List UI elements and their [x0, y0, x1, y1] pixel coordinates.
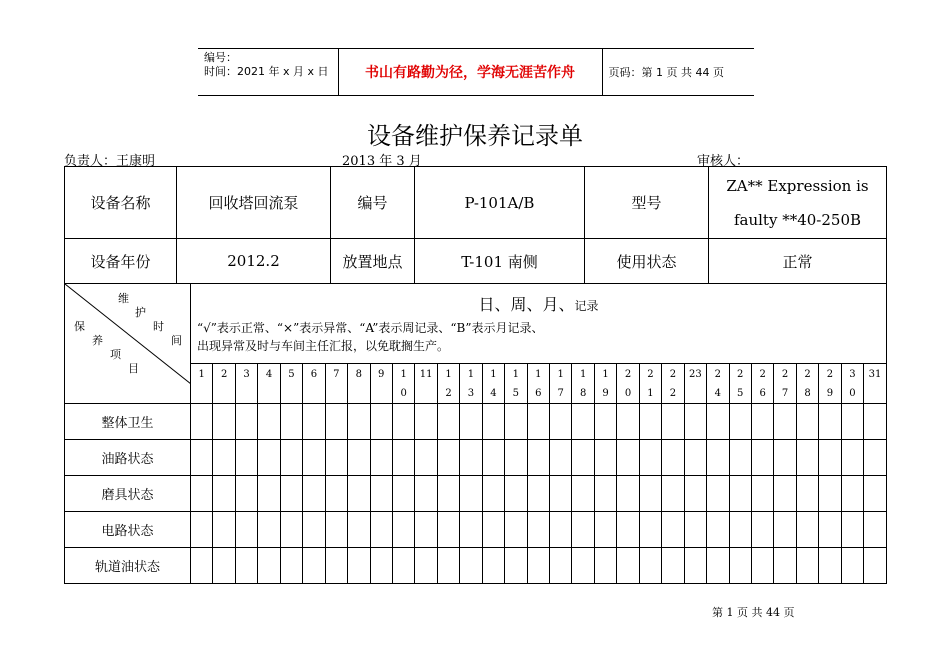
- day-header-digit: 8: [579, 388, 587, 399]
- day-check-cell[interactable]: [729, 440, 751, 476]
- day-check-cell[interactable]: [505, 404, 527, 440]
- day-check-cell[interactable]: [864, 440, 887, 476]
- day-check-cell[interactable]: [662, 404, 684, 440]
- slogan: 书山有路勤为径，学海无涯苦作舟: [338, 49, 602, 96]
- day-check-cell[interactable]: [348, 512, 370, 548]
- day-header-digit: 1: [400, 369, 407, 380]
- day-check-cell[interactable]: [751, 512, 773, 548]
- notes-title: [191, 292, 886, 315]
- maintenance-item-label: 电路状态: [65, 512, 191, 548]
- day-check-cell[interactable]: [617, 548, 639, 584]
- day-check-cell[interactable]: [864, 548, 887, 584]
- day-header: [662, 364, 684, 404]
- equipment-code-value: P-101A/B: [415, 167, 585, 239]
- day-header: [639, 364, 661, 404]
- day-header-digit: 3: [467, 388, 475, 399]
- day-check-cell[interactable]: [370, 548, 392, 584]
- day-header: [751, 364, 773, 404]
- day-check-cell[interactable]: [415, 404, 437, 440]
- day-header: [527, 364, 549, 404]
- day-header: [348, 364, 370, 404]
- day-header-digit: 4: [265, 369, 273, 380]
- day-check-cell[interactable]: [774, 404, 796, 440]
- status-value: 正常: [709, 239, 887, 284]
- day-check-cell[interactable]: [707, 440, 729, 476]
- day-check-cell[interactable]: [437, 476, 459, 512]
- maintenance-item-label: 油路状态: [65, 440, 191, 476]
- day-check-cell[interactable]: [392, 476, 414, 512]
- day-header: [707, 364, 729, 404]
- day-check-cell[interactable]: [864, 404, 887, 440]
- day-header: [460, 364, 482, 404]
- day-header-digit: 7: [333, 369, 340, 380]
- day-check-cell[interactable]: [460, 404, 482, 440]
- day-header: [594, 364, 616, 404]
- day-header-digit: 11: [419, 369, 433, 380]
- day-check-cell[interactable]: [235, 440, 257, 476]
- day-check-cell[interactable]: [527, 548, 549, 584]
- diag-w3: 时: [153, 320, 164, 333]
- day-check-cell[interactable]: [639, 476, 661, 512]
- day-header: [729, 364, 751, 404]
- day-header: [841, 364, 863, 404]
- day-header-digit: 1: [445, 369, 452, 380]
- day-header-digit: 2: [624, 369, 632, 380]
- day-check-cell[interactable]: [235, 512, 257, 548]
- day-check-cell[interactable]: [235, 548, 257, 584]
- day-check-cell[interactable]: [460, 548, 482, 584]
- notes-cell: [191, 284, 887, 364]
- day-header: [213, 364, 235, 404]
- day-check-cell[interactable]: [280, 548, 302, 584]
- day-check-cell[interactable]: [235, 404, 257, 440]
- day-header-digit: 2: [647, 369, 654, 380]
- day-header: [505, 364, 527, 404]
- day-check-cell[interactable]: [707, 404, 729, 440]
- day-check-cell[interactable]: [303, 512, 325, 548]
- day-header: [235, 364, 257, 404]
- day-check-cell[interactable]: [550, 476, 572, 512]
- record-month: 2013 年 3 月: [342, 154, 422, 169]
- day-check-cell[interactable]: [796, 512, 818, 548]
- day-header: [258, 364, 280, 404]
- day-check-cell[interactable]: [303, 476, 325, 512]
- day-check-cell[interactable]: [460, 440, 482, 476]
- diag-b3: 项: [110, 348, 121, 361]
- day-check-cell[interactable]: [505, 548, 527, 584]
- day-check-cell[interactable]: [258, 476, 280, 512]
- day-check-cell[interactable]: [594, 476, 616, 512]
- day-check-cell[interactable]: [594, 548, 616, 584]
- day-check-cell[interactable]: [819, 476, 841, 512]
- day-header-digit: 2: [826, 369, 834, 380]
- day-check-cell[interactable]: [751, 440, 773, 476]
- day-check-cell[interactable]: [370, 440, 392, 476]
- day-header-digit: 2: [669, 369, 677, 380]
- maintenance-item-row: [65, 440, 887, 476]
- day-check-cell[interactable]: [864, 512, 887, 548]
- day-check-cell[interactable]: [729, 548, 751, 584]
- notes-line2: 出现异常及时与车间主任汇报，以免耽搁生产。: [197, 339, 450, 353]
- day-check-cell[interactable]: [729, 476, 751, 512]
- day-check-cell[interactable]: [415, 476, 437, 512]
- day-check-cell[interactable]: [505, 440, 527, 476]
- day-header: [392, 364, 414, 404]
- equipment-year-label: 设备年份: [65, 239, 177, 284]
- diag-w4: 间: [171, 334, 182, 347]
- header-left-cell: [198, 49, 338, 96]
- day-check-cell[interactable]: [460, 476, 482, 512]
- day-header-digit: 6: [310, 369, 318, 380]
- day-header-digit: 1: [557, 369, 564, 380]
- day-header-digit: 1: [535, 369, 542, 380]
- day-check-cell[interactable]: [796, 404, 818, 440]
- day-check-cell[interactable]: [572, 512, 594, 548]
- day-check-cell[interactable]: [774, 548, 796, 584]
- day-check-cell[interactable]: [258, 512, 280, 548]
- maintenance-item-row: [65, 404, 887, 440]
- day-check-cell[interactable]: [684, 476, 706, 512]
- day-check-cell[interactable]: [392, 440, 414, 476]
- model-value-line1: ZA** Expression is: [726, 176, 869, 195]
- equipment-model-value: [709, 167, 887, 239]
- day-header-digit: 1: [512, 369, 520, 380]
- day-check-cell[interactable]: [796, 548, 818, 584]
- reviewer-label: 审核人：: [697, 154, 750, 169]
- day-check-cell[interactable]: [258, 404, 280, 440]
- day-header-digit: 1: [647, 388, 654, 399]
- day-check-cell[interactable]: [191, 404, 213, 440]
- day-header-digit: 1: [490, 369, 497, 380]
- day-header-digit: 6: [535, 388, 542, 399]
- page-title: 设备维护保养记录单: [367, 122, 583, 150]
- day-check-cell[interactable]: [505, 476, 527, 512]
- day-check-cell[interactable]: [617, 476, 639, 512]
- model-value-line2: faulty **40-250B: [733, 210, 862, 229]
- day-header: [437, 364, 459, 404]
- day-check-cell[interactable]: [325, 440, 347, 476]
- day-check-cell[interactable]: [841, 512, 863, 548]
- day-check-cell[interactable]: [505, 512, 527, 548]
- day-header-digit: 2: [759, 369, 766, 380]
- day-header-digit: 1: [198, 369, 205, 380]
- day-header: [864, 364, 887, 404]
- day-header-digit: 9: [602, 388, 609, 399]
- day-check-cell[interactable]: [392, 548, 414, 584]
- diag-b1: 保: [74, 320, 85, 333]
- day-check-cell[interactable]: [303, 440, 325, 476]
- day-check-cell[interactable]: [482, 512, 504, 548]
- day-header-digit: 5: [288, 369, 295, 380]
- day-header-digit: 1: [467, 369, 475, 380]
- equipment-code-label: 编号: [331, 167, 415, 239]
- day-header-digit: 0: [400, 388, 407, 399]
- day-check-cell[interactable]: [617, 440, 639, 476]
- day-header-digit: 23: [688, 369, 702, 380]
- day-check-cell[interactable]: [617, 512, 639, 548]
- day-check-cell[interactable]: [303, 548, 325, 584]
- maintenance-log-table: [64, 283, 887, 584]
- day-header: [796, 364, 818, 404]
- day-check-cell[interactable]: [639, 548, 661, 584]
- day-check-cell[interactable]: [191, 440, 213, 476]
- day-check-cell[interactable]: [707, 512, 729, 548]
- footer-page-number: 第 1 页 共 44 页: [712, 606, 795, 619]
- day-check-cell[interactable]: [594, 440, 616, 476]
- day-check-cell[interactable]: [280, 404, 302, 440]
- day-check-cell[interactable]: [841, 476, 863, 512]
- day-header: [303, 364, 325, 404]
- day-check-cell[interactable]: [751, 476, 773, 512]
- equipment-name-label: 设备名称: [65, 167, 177, 239]
- day-header-digit: 0: [624, 388, 632, 399]
- maintenance-item-label: 整体卫生: [65, 404, 191, 440]
- day-check-cell[interactable]: [325, 512, 347, 548]
- day-check-cell[interactable]: [617, 404, 639, 440]
- day-check-cell[interactable]: [572, 476, 594, 512]
- day-header-digit: 4: [490, 388, 497, 399]
- day-header-digit: 2: [737, 369, 744, 380]
- day-check-cell[interactable]: [348, 440, 370, 476]
- day-check-cell[interactable]: [819, 512, 841, 548]
- day-check-cell[interactable]: [729, 404, 751, 440]
- diag-b2: 养: [92, 334, 103, 347]
- notes-line1: “√”表示正常、“×”表示异常、“A”表示周记录、“B”表示月记录、: [197, 321, 544, 335]
- day-check-cell[interactable]: [460, 512, 482, 548]
- day-check-cell[interactable]: [550, 548, 572, 584]
- day-header-digit: 2: [714, 369, 721, 380]
- day-check-cell[interactable]: [550, 404, 572, 440]
- header-table: [198, 48, 754, 96]
- day-check-cell[interactable]: [639, 404, 661, 440]
- day-header: [819, 364, 841, 404]
- day-check-cell[interactable]: [280, 440, 302, 476]
- day-check-cell[interactable]: [684, 404, 706, 440]
- day-check-cell[interactable]: [707, 548, 729, 584]
- diag-w2: 护: [135, 306, 146, 319]
- day-header-digit: 2: [804, 369, 811, 380]
- day-header: [550, 364, 572, 404]
- day-check-cell[interactable]: [639, 512, 661, 548]
- equipment-model-label: 型号: [585, 167, 709, 239]
- day-header-digit: 8: [804, 388, 811, 399]
- day-check-cell[interactable]: [774, 440, 796, 476]
- day-check-cell[interactable]: [213, 440, 235, 476]
- day-header-digit: 4: [714, 388, 721, 399]
- day-header-digit: 8: [355, 369, 362, 380]
- day-header-digit: 3: [849, 369, 856, 380]
- day-check-cell[interactable]: [662, 512, 684, 548]
- day-check-cell[interactable]: [482, 548, 504, 584]
- day-check-cell[interactable]: [191, 512, 213, 548]
- day-check-cell[interactable]: [594, 404, 616, 440]
- day-header: [191, 364, 213, 404]
- notes-title-main: 日、周、月、: [478, 295, 575, 314]
- day-check-cell[interactable]: [415, 440, 437, 476]
- day-check-cell[interactable]: [437, 404, 459, 440]
- day-check-cell[interactable]: [864, 476, 887, 512]
- day-check-cell[interactable]: [527, 476, 549, 512]
- equipment-name-value: 回收塔回流泵: [177, 167, 331, 239]
- day-check-cell[interactable]: [796, 440, 818, 476]
- day-check-cell[interactable]: [235, 476, 257, 512]
- day-check-cell[interactable]: [751, 404, 773, 440]
- location-label: 放置地点: [331, 239, 415, 284]
- day-check-cell[interactable]: [684, 512, 706, 548]
- day-check-cell[interactable]: [437, 512, 459, 548]
- day-header-digit: 31: [868, 369, 882, 380]
- day-header-digit: 6: [759, 388, 766, 399]
- day-check-cell[interactable]: [841, 548, 863, 584]
- page-label: 页码：第 1 页 共 44 页: [602, 49, 754, 96]
- day-check-cell[interactable]: [348, 548, 370, 584]
- diag-w1: 维: [118, 292, 129, 305]
- day-header-digit: 7: [781, 388, 789, 399]
- maintenance-item-row: [65, 512, 887, 548]
- day-header-digit: 7: [557, 388, 564, 399]
- day-check-cell[interactable]: [662, 440, 684, 476]
- maintenance-item-row: [65, 548, 887, 584]
- day-check-cell[interactable]: [527, 404, 549, 440]
- day-header-digit: 1: [579, 369, 587, 380]
- day-header-digit: 9: [826, 388, 834, 399]
- day-check-cell[interactable]: [437, 440, 459, 476]
- day-check-cell[interactable]: [437, 548, 459, 584]
- day-check-cell[interactable]: [572, 404, 594, 440]
- diagonal-header-cell: [65, 284, 191, 404]
- day-header: [325, 364, 347, 404]
- day-check-cell[interactable]: [684, 440, 706, 476]
- day-header: [482, 364, 504, 404]
- day-check-cell[interactable]: [258, 440, 280, 476]
- responsible-label: 负责人：王康明: [64, 154, 156, 169]
- day-check-cell[interactable]: [707, 476, 729, 512]
- serial-label: 编号：: [204, 51, 237, 64]
- day-check-cell[interactable]: [550, 512, 572, 548]
- day-header-digit: 2: [781, 369, 789, 380]
- day-header-digit: 2: [669, 388, 677, 399]
- day-check-cell[interactable]: [415, 548, 437, 584]
- day-header: [370, 364, 392, 404]
- day-header: [280, 364, 302, 404]
- day-check-cell[interactable]: [751, 548, 773, 584]
- day-check-cell[interactable]: [325, 404, 347, 440]
- day-check-cell[interactable]: [280, 476, 302, 512]
- day-check-cell[interactable]: [213, 476, 235, 512]
- day-check-cell[interactable]: [325, 548, 347, 584]
- location-value: T-101 南侧: [415, 239, 585, 284]
- day-check-cell[interactable]: [774, 512, 796, 548]
- day-check-cell[interactable]: [348, 476, 370, 512]
- day-check-cell[interactable]: [191, 476, 213, 512]
- day-check-cell[interactable]: [303, 404, 325, 440]
- day-check-cell[interactable]: [729, 512, 751, 548]
- day-check-cell[interactable]: [325, 476, 347, 512]
- day-check-cell[interactable]: [796, 476, 818, 512]
- day-header: [415, 364, 437, 404]
- day-check-cell[interactable]: [370, 404, 392, 440]
- day-header-digit: 1: [602, 369, 609, 380]
- day-check-cell[interactable]: [213, 404, 235, 440]
- day-check-cell[interactable]: [482, 404, 504, 440]
- day-header: [774, 364, 796, 404]
- day-header-digit: 5: [512, 388, 520, 399]
- day-header-digit: 2: [445, 388, 452, 399]
- day-check-cell[interactable]: [527, 440, 549, 476]
- day-check-cell[interactable]: [662, 548, 684, 584]
- day-check-cell[interactable]: [191, 548, 213, 584]
- day-check-cell[interactable]: [841, 404, 863, 440]
- day-check-cell[interactable]: [662, 476, 684, 512]
- day-check-cell[interactable]: [280, 512, 302, 548]
- day-check-cell[interactable]: [572, 548, 594, 584]
- day-check-cell[interactable]: [819, 548, 841, 584]
- notes-title-small: 记录: [574, 299, 599, 313]
- day-check-cell[interactable]: [841, 440, 863, 476]
- day-check-cell[interactable]: [258, 548, 280, 584]
- day-check-cell[interactable]: [594, 512, 616, 548]
- day-check-cell[interactable]: [392, 512, 414, 548]
- diag-b4: 目: [128, 362, 139, 375]
- day-check-cell[interactable]: [774, 476, 796, 512]
- day-check-cell[interactable]: [370, 512, 392, 548]
- day-check-cell[interactable]: [550, 440, 572, 476]
- day-check-cell[interactable]: [639, 440, 661, 476]
- day-check-cell[interactable]: [684, 548, 706, 584]
- day-check-cell[interactable]: [348, 404, 370, 440]
- day-check-cell[interactable]: [819, 440, 841, 476]
- equipment-info-table: [64, 166, 887, 284]
- day-header-digit: 3: [243, 369, 250, 380]
- day-check-cell[interactable]: [819, 404, 841, 440]
- day-check-cell[interactable]: [213, 512, 235, 548]
- day-header-digit: 0: [849, 388, 856, 399]
- day-header-digit: 2: [220, 369, 228, 380]
- day-check-cell[interactable]: [392, 404, 414, 440]
- day-check-cell[interactable]: [527, 512, 549, 548]
- maintenance-item-label: 磨具状态: [65, 476, 191, 512]
- day-header-digit: 9: [378, 369, 385, 380]
- day-header: [572, 364, 594, 404]
- status-label: 使用状态: [585, 239, 709, 284]
- day-header: [617, 364, 639, 404]
- equipment-year-value: 2012.2: [177, 239, 331, 284]
- day-check-cell[interactable]: [370, 476, 392, 512]
- day-check-cell[interactable]: [213, 548, 235, 584]
- day-check-cell[interactable]: [482, 476, 504, 512]
- day-check-cell[interactable]: [415, 512, 437, 548]
- day-header-digit: 5: [737, 388, 744, 399]
- day-header: [684, 364, 706, 404]
- time-label: 时间：2021 年 x 月 x 日: [204, 65, 329, 78]
- day-check-cell[interactable]: [482, 440, 504, 476]
- day-check-cell[interactable]: [572, 440, 594, 476]
- maintenance-item-label: 轨道油状态: [65, 548, 191, 584]
- maintenance-item-row: [65, 476, 887, 512]
